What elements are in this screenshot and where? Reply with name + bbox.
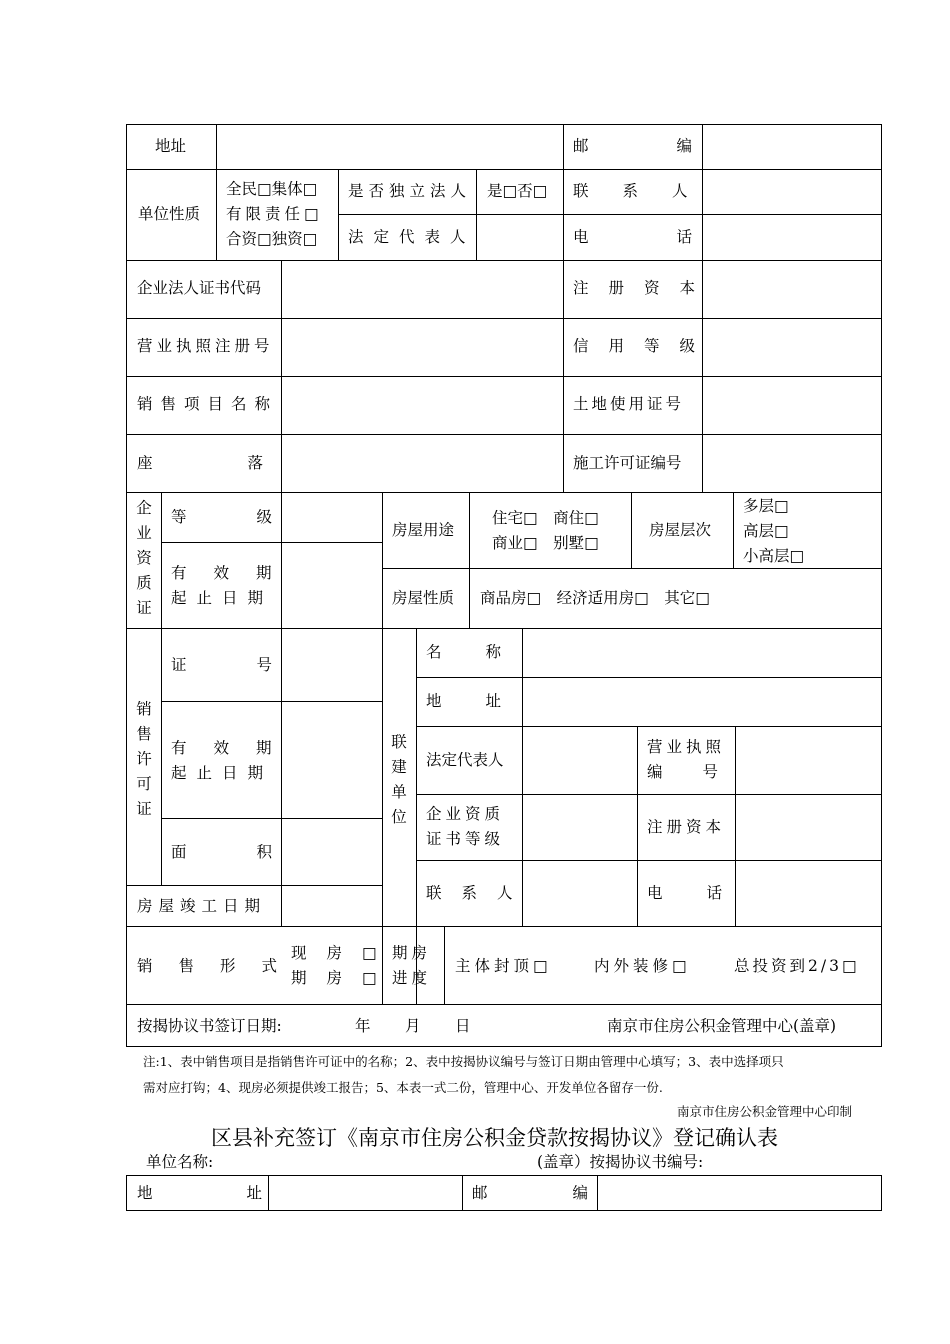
rule [126, 124, 882, 125]
rule [469, 492, 470, 628]
cert-no-label: 证号 [171, 656, 343, 674]
joint-name-label: 名称 [426, 643, 546, 661]
house-nature-label: 房屋性质 [392, 589, 455, 607]
floor-option-2[interactable]: 高层□ [743, 522, 789, 540]
rule [126, 434, 882, 435]
unit-nature-option-1[interactable]: 全民□集体□ [226, 180, 318, 198]
validity-label-line1: 有效期 [171, 564, 299, 582]
rule [733, 492, 734, 568]
validity-label-line1: 有效期 [171, 739, 299, 757]
contact-label: 联系人 [573, 182, 722, 200]
form2-unit-name-label: 单位名称: [146, 1153, 214, 1171]
rule [126, 260, 882, 261]
month-label: 月 [405, 1017, 421, 1035]
rule [126, 885, 382, 886]
rule [126, 492, 882, 493]
project-name-label: 销售项目名称 [137, 395, 279, 413]
rule [522, 628, 523, 926]
rule [161, 542, 382, 543]
rule [416, 794, 882, 795]
rule [444, 926, 445, 1004]
rule [382, 492, 383, 1004]
printer-note: 南京市住房公积金管理中心印制 [677, 1104, 853, 1119]
year-label: 年 [355, 1017, 371, 1035]
unit-nature-label: 单位性质 [138, 205, 201, 223]
rule [126, 1210, 882, 1211]
floor-type-label: 房屋层次 [649, 521, 712, 539]
house-nature-options[interactable]: 商品房□ 经济适用房□ 其它□ [480, 589, 710, 607]
business-license-label-line1: 营业执照 [647, 738, 726, 756]
joint-contact-label: 联系人 [426, 884, 533, 902]
rule [416, 860, 882, 861]
joint-address-label: 地址 [426, 692, 546, 710]
rule [416, 677, 882, 678]
validity-label-line2: 起止日期 [171, 589, 274, 607]
rule [161, 492, 162, 885]
floor-option-1[interactable]: 多层□ [743, 497, 789, 515]
rule [126, 376, 882, 377]
rule [126, 124, 127, 1047]
form2-title: 区县补充签订《南京市住房公积金贷款按揭协议》登记确认表 [211, 1126, 778, 1150]
rule [161, 701, 382, 702]
validity-label-line2: 起止日期 [171, 764, 274, 782]
postcode-label [573, 137, 781, 155]
rule [126, 169, 882, 170]
sales-form-label: 销售形式 [137, 957, 304, 975]
rule [338, 214, 563, 215]
construction-permit-label: 施工许可证编号 [573, 454, 682, 472]
grade-label: 等级 [171, 508, 343, 526]
joint-reg-capital-label: 注册资本 [647, 818, 726, 836]
legal-rep-label: 法定代表人 [348, 228, 476, 246]
rule [881, 124, 882, 1047]
form2-address-label: 地址 [137, 1184, 357, 1202]
rule [462, 1175, 463, 1211]
day-label: 日 [455, 1017, 471, 1035]
rule [702, 124, 703, 492]
area-label: 面积 [171, 843, 343, 861]
house-use-option-2[interactable]: 商业□ 别墅□ [492, 534, 599, 552]
credit-level-label: 信用等级 [573, 337, 716, 355]
rule [416, 726, 882, 727]
rule [338, 169, 339, 260]
rule [216, 124, 217, 169]
rule [631, 492, 632, 568]
floor-option-3[interactable]: 小高层□ [743, 547, 805, 565]
existing-house-option[interactable]: 现房□ [291, 944, 397, 962]
stamp-label: 南京市住房公积金管理中心(盖章) [607, 1017, 837, 1035]
progress-label-line1: 期房 [392, 944, 432, 962]
enterprise-qual-label-line1: 企业资质 [426, 805, 505, 823]
qual-cert-label: 企业资质证 [136, 499, 152, 617]
license-reg-label: 营业执照注册号 [137, 337, 274, 355]
business-license-label-line2: 编号 [647, 763, 759, 781]
rule [126, 318, 882, 319]
sales-permit-label: 销售许可证 [136, 700, 152, 818]
progress-label-line2: 进度 [392, 969, 432, 987]
progress-option-3[interactable]: 总投资到2/3□ [734, 957, 860, 975]
rule [126, 628, 882, 629]
rule [563, 124, 564, 492]
notes-line-1: 注:1、表中销售项目是指销售许可证中的名称；2、表中按揭协议编号与签订日期由管理中心填写；3、表中选择项只 [143, 1054, 784, 1069]
progress-option-1[interactable]: 主体封顶□ [455, 957, 552, 975]
rule [126, 1175, 127, 1211]
rule [382, 568, 882, 569]
independent-legal-label: 是否独立法人 [348, 182, 472, 200]
rule [563, 214, 882, 215]
phone-label: 电话 [573, 228, 781, 246]
address-label: 地址 [155, 137, 187, 155]
rule [476, 169, 477, 260]
future-house-option[interactable]: 期房□ [291, 969, 397, 987]
house-use-option-1[interactable]: 住宅□ 商住□ [492, 509, 599, 527]
form2-postcode-label: 邮编 [472, 1184, 674, 1202]
rule [126, 1004, 882, 1005]
rule [126, 1175, 882, 1176]
notes-line-2: 需对应打钩；4、现房必须提供竣工报告；5、本表一式二份，管理中心、开发单位各留存一份. [143, 1080, 663, 1095]
rule [126, 926, 882, 927]
unit-nature-option-3[interactable]: 合资□独资□ [226, 230, 318, 248]
enterprise-qual-label-line2: 证书等级 [426, 830, 505, 848]
land-cert-label: 土地使用证号 [573, 395, 685, 413]
rule [216, 169, 217, 260]
form2-stamp-agreement-label: (盖章）按揭协议书编号: [537, 1153, 704, 1171]
house-use-label: 房屋用途 [392, 521, 455, 539]
rule [161, 818, 382, 819]
completion-date-label: 房屋竣工日期 [137, 897, 267, 915]
unit-nature-option-2[interactable]: 有限责任□ [226, 205, 323, 223]
reg-capital-label: 注册资本 [573, 279, 716, 297]
enterprise-code-label: 企业法人证书代码 [137, 279, 262, 297]
joint-unit-label: 联建单位 [391, 733, 407, 826]
rule [881, 1175, 882, 1211]
location-label: 座落 [137, 454, 359, 472]
joint-legal-rep-label: 法定代表人 [426, 751, 504, 769]
progress-option-2[interactable]: 内外装修□ [594, 957, 691, 975]
signing-date-label: 按揭协议书签订日期: [137, 1017, 282, 1035]
independent-legal-options[interactable]: 是□否□ [487, 182, 548, 200]
rule [637, 726, 638, 926]
joint-phone-label: 电话 [647, 884, 767, 902]
rule [126, 1046, 882, 1047]
postcode-label-text: 邮编 [573, 137, 781, 155]
